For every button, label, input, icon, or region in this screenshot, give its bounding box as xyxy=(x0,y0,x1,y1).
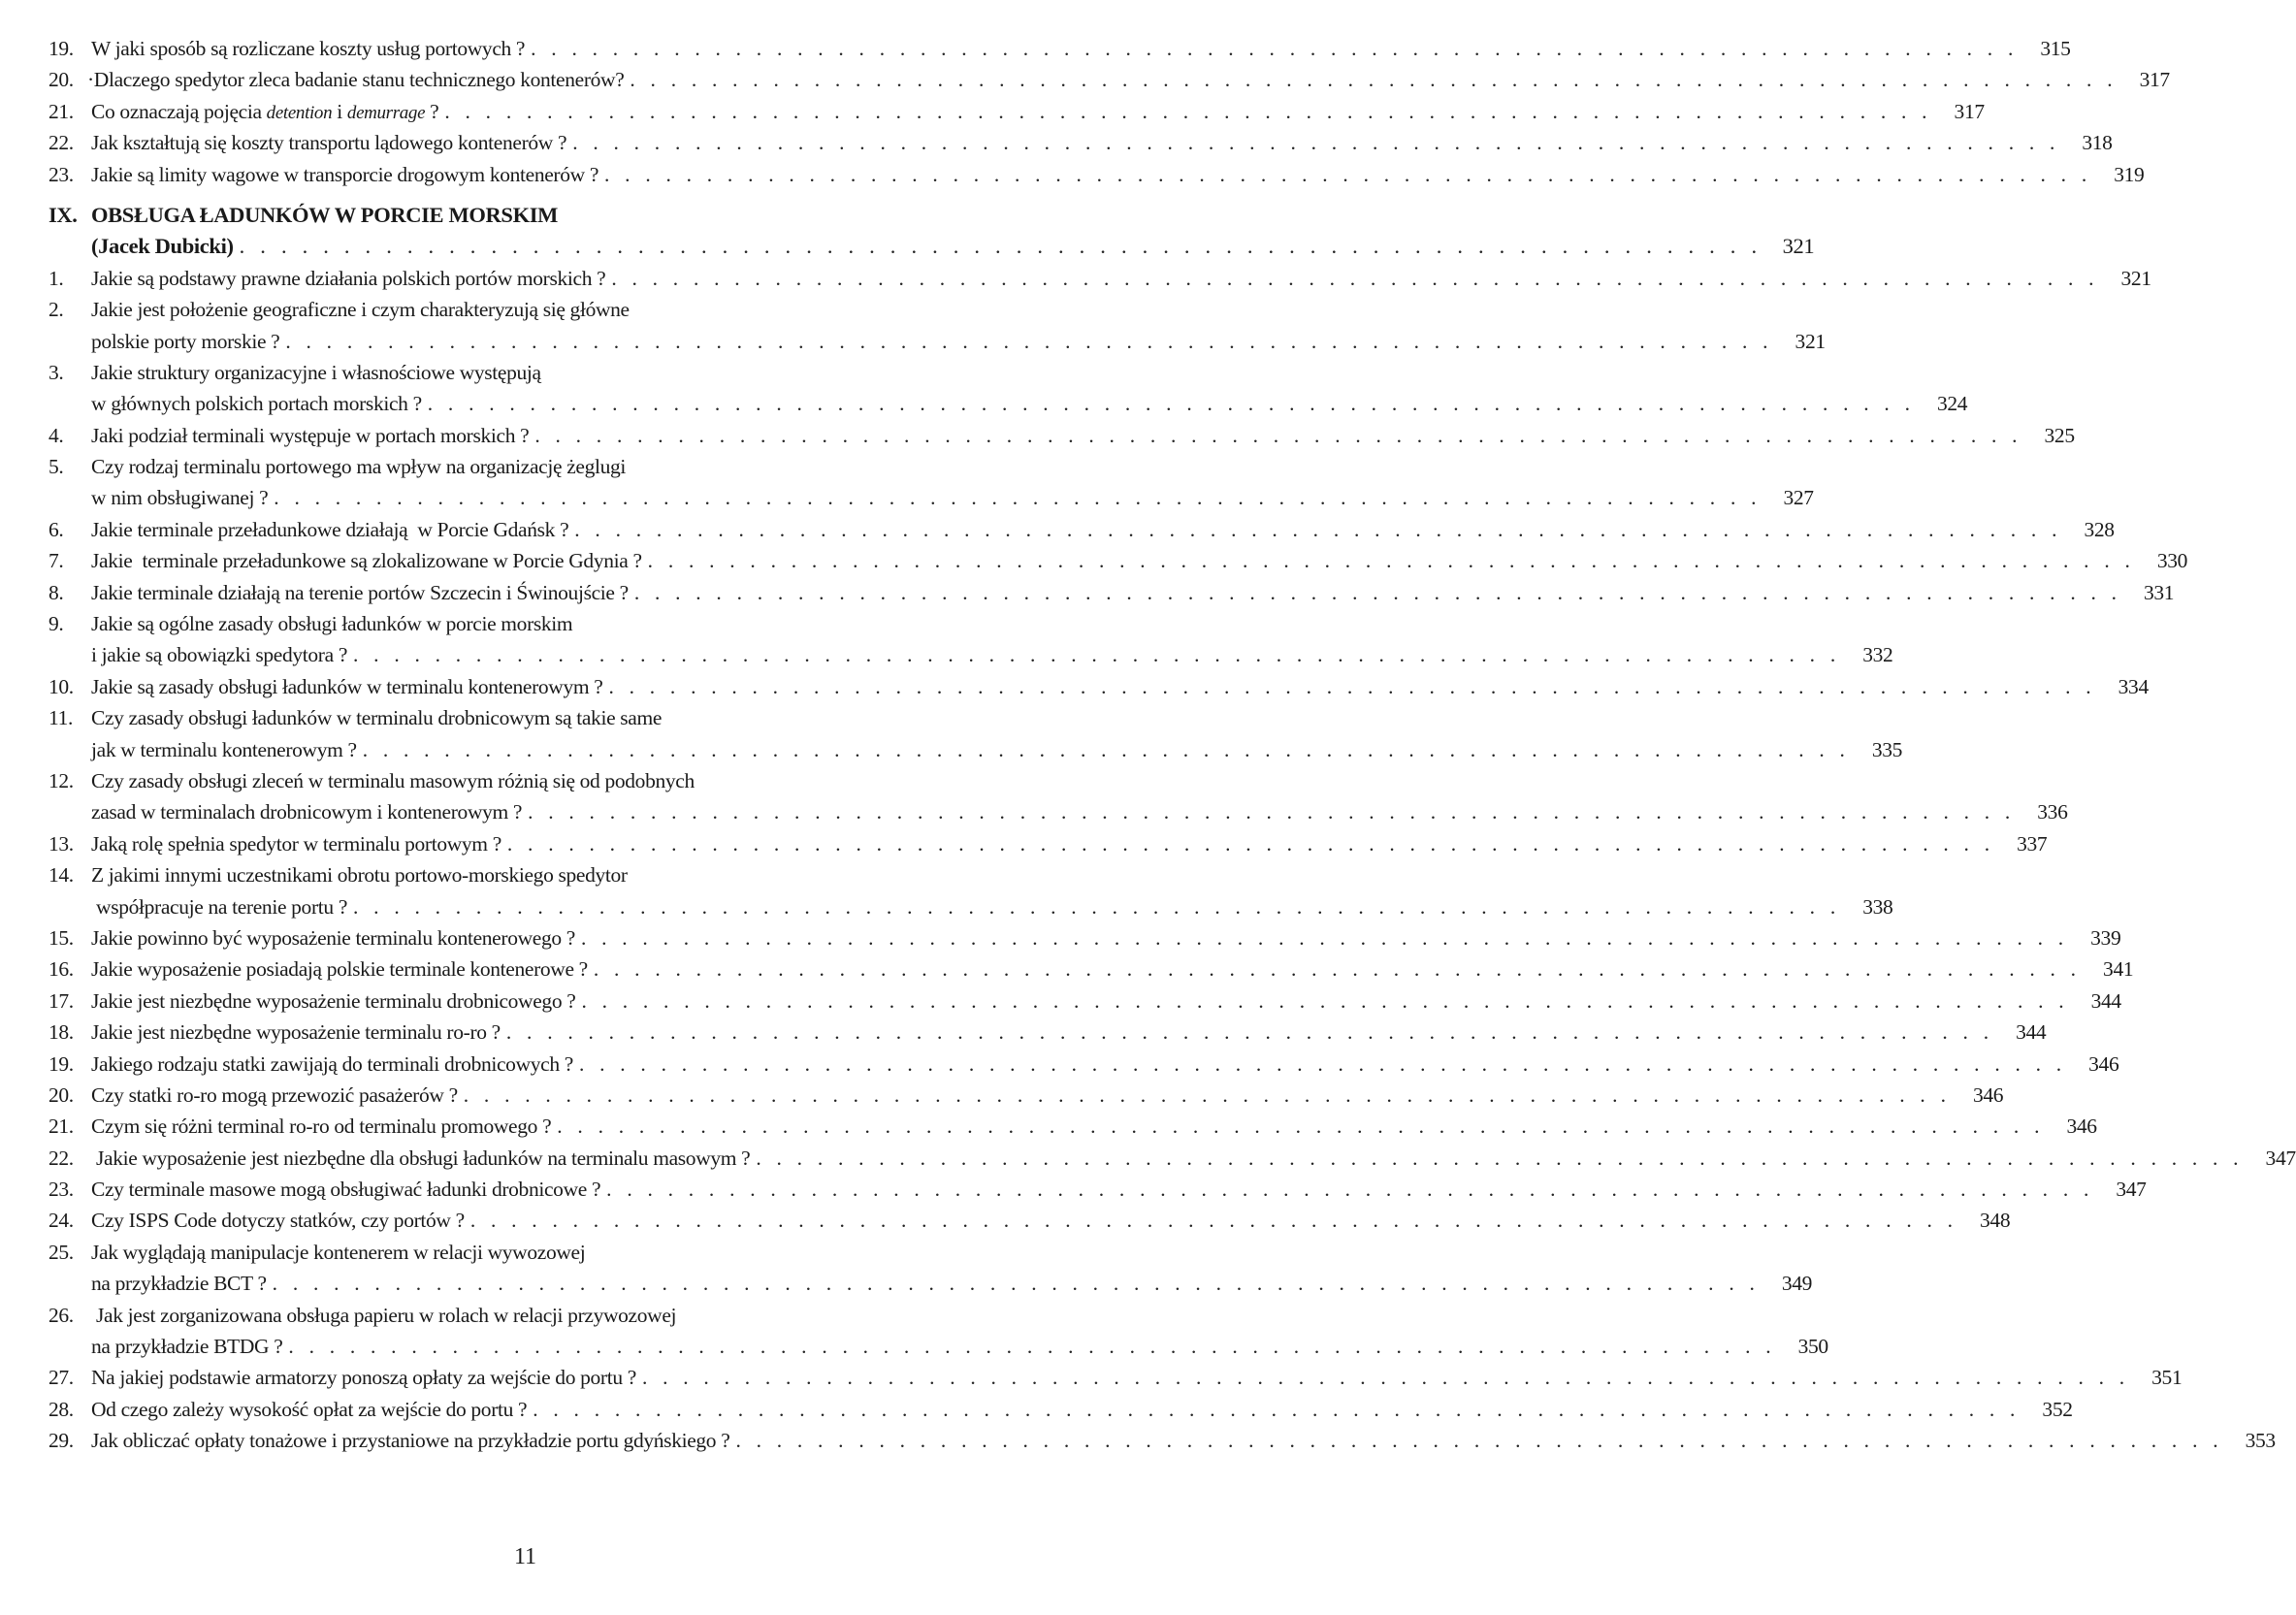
page-number: 325 xyxy=(2044,423,2075,447)
toc-entry[interactable] xyxy=(49,96,1985,127)
title-part: ? xyxy=(425,99,439,123)
entry-title: Jakie terminale działają na terenie portów Szczecin i Świnoujście ? xyxy=(91,580,629,604)
page-number: 315 xyxy=(2040,37,2071,60)
entry-number: 29. xyxy=(49,1429,74,1453)
dot-leader: . . . . . . . . . . . . . . . . . . . . . . . . . . . . . . . . . . . . . . . . . . . . . . . . . . . . . . . . . . . . . . . . . . . . . . . . . xyxy=(463,1082,1952,1107)
toc-entry-line xyxy=(49,891,1893,922)
page-number: 352 xyxy=(2042,1397,2073,1421)
entry-title: Jaki podział terminali występuje w portach morskich ? xyxy=(91,423,530,447)
toc-entry-line xyxy=(49,1111,2097,1142)
entry-number: 20. xyxy=(49,68,74,92)
toc-entry[interactable] xyxy=(49,1362,2183,1393)
entry-number: 26. xyxy=(49,1303,74,1327)
toc-entry[interactable] xyxy=(49,577,2175,608)
toc-entry[interactable] xyxy=(49,859,1893,922)
entry-number: 11. xyxy=(49,706,74,730)
entry-number: 22. xyxy=(49,1146,74,1170)
toc-entry-line xyxy=(49,608,1004,639)
entry-title: Jakie są limity wagowe w transporcie drogowym kontenerów ? xyxy=(91,162,599,186)
entry-number: 9. xyxy=(49,612,64,636)
dot-leader: . . . . . . . . . . . . . . . . . . . . . . . . . . . . . . . . . . . . . . . . . . . . . . . . . . . . . . . . . . . . . . . . . . . . . . . . . xyxy=(604,162,2092,186)
toc-entry-line xyxy=(49,357,1004,388)
dot-leader: . . . . . . . . . . . . . . . . . . . . . . . . . . . . . . . . . . . . . . . . . . . . . . . . . . . . . . . . . . . . . . . . . . . . . . . . . xyxy=(505,1020,1994,1045)
toc-entry[interactable] xyxy=(49,922,2121,953)
entry-number: 4. xyxy=(49,423,64,447)
toc-entry-line xyxy=(49,1394,2073,1425)
toc-entry[interactable] xyxy=(49,1237,1813,1300)
entry-title: polskie porty morskie ? xyxy=(91,329,280,353)
toc-entry-line xyxy=(49,922,2121,953)
toc-entry[interactable] xyxy=(49,1205,2011,1236)
entry-title: Od czego zależy wysokość opłat za wejście do portu ? xyxy=(91,1397,528,1421)
toc-entry[interactable] xyxy=(49,545,2188,576)
dot-leader: . . . . . . . . . . . . . . . . . . . . . . . . . . . . . . . . . . . . . . . . . . . . . . . . . . . . . . . . . . . . . . . . . . . . . . . . . xyxy=(606,1178,2094,1202)
dot-leader: . . . . . . . . . . . . . . . . . . . . . . . . . . . . . . . . . . . . . . . . . . . . . . . . . . . . . . . . . . . . . . . . . . . . . . . . . xyxy=(506,831,1995,856)
entry-title: i jakie są obowiązki spedytora ? xyxy=(91,643,348,667)
dot-leader: . . . . . . . . . . . . . . . . . . . . . . . . . . . . . . . . . . . . . . . . . . . . . . . . . . . . . . . . . . . . . . . . . . . . . . . . . xyxy=(630,68,2118,92)
entry-number: 23. xyxy=(49,162,74,186)
entry-number: 25. xyxy=(49,1240,74,1264)
entry-title: Jakie są ogólne zasady obsługi ładunków w porcie morskim xyxy=(91,612,573,636)
entry-number: 21. xyxy=(49,1114,74,1139)
page-number: 338 xyxy=(1862,894,1893,919)
toc-entry[interactable] xyxy=(49,1425,2276,1456)
dot-leader: . . . . . . . . . . . . . . . . . . . . . . . . . . . . . . . . . . . . . . . . . . . . . . . . . . . . . . . . . . . . . . . . . . . . . . . . . xyxy=(362,737,1851,761)
entry-title: Jak jest zorganizowana obsługa papieru w rolach w relacji przywozowej xyxy=(91,1303,677,1327)
page-number: 346 xyxy=(1972,1082,2004,1107)
entry-number: 17. xyxy=(49,988,74,1013)
toc-entry-line xyxy=(49,326,1826,357)
entry-title: Z jakimi innymi uczestnikami obrotu portowo-morskiego spedytor xyxy=(91,863,628,888)
entry-title: zasad w terminalach drobnicowym i kontenerowym ? xyxy=(91,800,523,824)
italic-term: detention xyxy=(266,102,333,123)
page-number: 334 xyxy=(2118,674,2149,698)
chapter-title: OBSŁUGA ŁADUNKÓW W PORCIE MORSKIM xyxy=(91,202,559,227)
chapter-heading[interactable] xyxy=(49,200,1815,263)
page-number: 348 xyxy=(1980,1209,2011,1233)
dot-leader: . . . . . . . . . . . . . . . . . . . . . . . . . . . . . . . . . . . . . . . . . . . . . . . . . . . . . . . . . . . . . . . . . . . . . . . . . xyxy=(580,925,2069,950)
toc-entry-line xyxy=(49,263,2151,294)
entry-title: w nim obsługiwanej ? xyxy=(91,486,269,510)
toc-entry[interactable] xyxy=(49,828,2048,859)
toc-entry-line xyxy=(49,294,1004,325)
dot-leader: . . . . . . . . . . . . . . . . . . . . . . . . . . . . . . . . . . . . . . . . . . . . . . . . . . . . . . . . . . . . . . . . . . . . . . . . . xyxy=(572,131,2060,155)
page-number: 346 xyxy=(2066,1114,2097,1139)
entry-title: Jak kształtują się koszty transportu lądowego kontenerów ? xyxy=(91,131,567,155)
toc-entry[interactable] xyxy=(49,1300,1828,1363)
toc-entry-line xyxy=(49,1300,1004,1331)
dot-leader: . . . . . . . . . . . . . . . . . . . . . . . . . . . . . . . . . . . . . . . . . . . . . . . . . . . . . . . . . . . . . . . . . . . . . . . . . xyxy=(557,1114,2045,1139)
toc-entry[interactable] xyxy=(49,608,1893,671)
entry-title: Jak obliczać opłaty tonażowe i przystaniowe na przykładzie portu gdyńskiego ? xyxy=(91,1429,730,1453)
entry-title: Jakie struktury organizacyjne i własnościowe występują xyxy=(91,360,541,384)
entry-title: Jakiego rodzaju statki zawijają do terminali drobnicowych ? xyxy=(91,1051,573,1076)
section-spacer xyxy=(49,190,1004,200)
entry-title: Jakie terminale przeładunkowe działają w Porcie Gdańsk ? xyxy=(91,517,569,541)
toc-entry-line xyxy=(49,671,2149,702)
entry-number: 14. xyxy=(49,863,74,888)
entry-title: współpracuje na terenie portu ? xyxy=(91,894,348,919)
toc-entry-line xyxy=(49,702,1004,733)
entry-title: Jakie wyposażenie posiadają polskie terminale kontenerowe ? xyxy=(91,957,588,982)
entry-number: 18. xyxy=(49,1020,74,1045)
entry-title: Jakie jest niezbędne wyposażenie terminalu drobnicowego ? xyxy=(91,988,576,1013)
entry-title: Jakie jest niezbędne wyposażenie terminalu ro-ro ? xyxy=(91,1020,501,1045)
toc-entry-line xyxy=(49,451,1004,482)
entry-title: Czy zasady obsługi ładunków w terminalu drobnicowym są takie same xyxy=(91,706,663,730)
toc-entry[interactable] xyxy=(49,514,2115,545)
toc-entry[interactable] xyxy=(49,1017,2047,1048)
toc-entry-line xyxy=(49,514,2115,545)
entry-title: Czy terminale masowe mogą obsługiwać ładunki drobnicowe ? xyxy=(91,1178,601,1202)
toc-entry-line xyxy=(49,420,2075,451)
dot-leader: . . . . . . . . . . . . . . . . . . . . . . . . . . . . . . . . . . . . . . . . . . . . . . . . . . . . . . . . . . . . . . . . . . . . . . . . . xyxy=(531,37,2019,60)
entry-title: Na jakiej podstawie armatorzy ponoszą opłaty za wejście do portu ? xyxy=(91,1366,636,1390)
chapter-author-line xyxy=(49,231,1815,262)
entry-number: 2. xyxy=(49,298,64,322)
entry-number: 16. xyxy=(49,957,74,982)
dot-leader: . . . . . . . . . . . . . . . . . . . . . . . . . . . . . . . . . . . . . . . . . . . . . . . . . . . . . . . . . . . . . . . . . . . . . . . . . xyxy=(288,1335,1776,1359)
entry-number: 13. xyxy=(49,831,74,856)
dot-leader: . . . . . . . . . . . . . . . . . . . . . . . . . . . . . . . . . . . . . . . . . . . . . . . . . . . . . . . . . . . . . . . . . . . . . . . . . xyxy=(608,674,2096,698)
entry-number: 3. xyxy=(49,360,64,384)
toc-entry-line xyxy=(49,828,2048,859)
entry-number: 19. xyxy=(49,37,74,60)
dot-leader: . . . . . . . . . . . . . . . . . . . . . . . . . . . . . . . . . . . . . . . . . . . . . . . . . . . . . . . . . . . . . . . . . . . . . . . . . xyxy=(353,643,1841,667)
toc-entry-line xyxy=(49,1268,1813,1299)
toc-entry-line xyxy=(49,388,1968,419)
entry-title: Jaką rolę spełnia spedytor w terminalu portowym ? xyxy=(91,831,501,856)
dot-leader: . . . . . . . . . . . . . . . . . . . . . . . . . . . . . . . . . . . . . . . . . . . . . . . . . . . . . . . . . . . . . . . . . . . . . . . . . xyxy=(735,1429,2223,1453)
entry-title: ·Dlaczego spedytor zleca badanie stanu technicznego kontenerów? xyxy=(87,68,625,92)
toc-entry-line xyxy=(49,1174,2147,1205)
chapter-number: IX. xyxy=(49,202,78,227)
entry-title xyxy=(91,96,444,129)
toc-entry-line xyxy=(49,1205,2011,1236)
entry-title: Czym się różni terminal ro-ro od terminalu promowego ? xyxy=(91,1114,552,1139)
dot-leader: . . . . . . . . . . . . . . . . . . . . . . . . . . . . . . . . . . . . . . . . . . . . . . . . . . . . . . . . . . . . . . . . . . . . . . . . . xyxy=(239,234,1762,259)
entry-title: Jakie jest położenie geograficzne i czym charakteryzują się główne xyxy=(91,298,630,322)
toc-entry-line xyxy=(49,734,1903,765)
page-number: 327 xyxy=(1783,486,1814,510)
page-number: 318 xyxy=(2082,131,2113,155)
toc-entry[interactable] xyxy=(49,1143,2296,1174)
toc-entry-line xyxy=(49,1049,2119,1080)
table-of-contents xyxy=(49,33,2296,1457)
entry-number: 8. xyxy=(49,580,64,604)
entry-number: 20. xyxy=(49,1082,74,1107)
toc-entry[interactable] xyxy=(49,1111,2097,1142)
dot-leader: . . . . . . . . . . . . . . . . . . . . . . . . . . . . . . . . . . . . . . . . . . . . . . . . . . . . . . . . . . . . . . . . . . . . . . . . . xyxy=(756,1146,2244,1170)
page-folio: 11 xyxy=(513,1544,537,1569)
entry-number: 21. xyxy=(49,99,74,123)
dot-leader: . . . . . . . . . . . . . . . . . . . . . . . . . . . . . . . . . . . . . . . . . . . . . . . . . . . . . . . . . . . . . . . . . . . . . . . . . xyxy=(444,99,1932,123)
dot-leader: . . . . . . . . . . . . . . . . . . . . . . . . . . . . . . . . . . . . . . . . . . . . . . . . . . . . . . . . . . . . . . . . . . . . . . . . . xyxy=(285,329,1773,353)
dot-leader: . . . . . . . . . . . . . . . . . . . . . . . . . . . . . . . . . . . . . . . . . . . . . . . . . . . . . . . . . . . . . . . . . . . . . . . . . xyxy=(641,1366,2130,1390)
toc-entry-line xyxy=(49,1080,2004,1111)
page-number: 353 xyxy=(2245,1429,2276,1453)
toc-entry[interactable] xyxy=(49,127,2113,158)
dot-leader: . . . . . . . . . . . . . . . . . . . . . . . . . . . . . . . . . . . . . . . . . . . . . . . . . . . . . . . . . . . . . . . . . . . . . . . . . xyxy=(647,549,2136,573)
entry-number: 23. xyxy=(49,1178,74,1202)
page-number: 351 xyxy=(2151,1366,2183,1390)
toc-entry-line xyxy=(49,1362,2183,1393)
page-number: 344 xyxy=(2090,988,2121,1013)
toc-entry[interactable] xyxy=(49,451,1814,514)
dot-leader: . . . . . . . . . . . . . . . . . . . . . . . . . . . . . . . . . . . . . . . . . . . . . . . . . . . . . . . . . . . . . . . . . . . . . . . . . xyxy=(578,1051,2067,1076)
page-number: 347 xyxy=(2116,1178,2147,1202)
page-number: 321 xyxy=(2120,266,2151,290)
dot-leader: . . . . . . . . . . . . . . . . . . . . . . . . . . . . . . . . . . . . . . . . . . . . . . . . . . . . . . . . . . . . . . . . . . . . . . . . . xyxy=(528,800,2016,824)
italic-term: demurrage xyxy=(346,102,426,123)
entry-number: 22. xyxy=(49,131,74,155)
page-number: 317 xyxy=(1954,99,1985,123)
page-number: 319 xyxy=(2114,162,2145,186)
dot-leader: . . . . . . . . . . . . . . . . . . . . . . . . . . . . . . . . . . . . . . . . . . . . . . . . . . . . . . . . . . . . . . . . . . . . . . . . . xyxy=(633,580,2122,604)
dot-leader: . . . . . . . . . . . . . . . . . . . . . . . . . . . . . . . . . . . . . . . . . . . . . . . . . . . . . . . . . . . . . . . . . . . . . . . . . xyxy=(469,1209,1958,1233)
toc-entry[interactable] xyxy=(49,985,2121,1017)
entry-number: 19. xyxy=(49,1051,74,1076)
toc-entry-line xyxy=(49,1331,1828,1362)
entry-title: Jakie są podstawy prawne działania polskich portów morskich ? xyxy=(91,266,606,290)
dot-leader: . . . . . . . . . . . . . . . . . . . . . . . . . . . . . . . . . . . . . . . . . . . . . . . . . . . . . . . . . . . . . . . . . . . . . . . . . xyxy=(593,957,2082,982)
page-number: 332 xyxy=(1862,643,1893,667)
chapter-title-line xyxy=(49,200,1004,231)
chapter-entries xyxy=(49,263,2296,1457)
entry-title: Czy ISPS Code dotyczy statków, czy portów ? xyxy=(91,1209,465,1233)
page-number: 328 xyxy=(2084,517,2115,541)
toc-entry[interactable] xyxy=(49,159,2145,190)
toc-entry[interactable] xyxy=(49,702,1903,765)
toc-entry[interactable] xyxy=(49,1080,2004,1111)
toc-entry-line xyxy=(49,796,2068,827)
toc-entry[interactable] xyxy=(49,1049,2119,1080)
toc-entry[interactable] xyxy=(49,1394,2073,1425)
page-number: 321 xyxy=(1782,234,1815,259)
page-number: 337 xyxy=(2017,831,2048,856)
toc-entry[interactable] xyxy=(49,263,2151,294)
toc-entry[interactable] xyxy=(49,420,2075,451)
entry-number: 28. xyxy=(49,1397,74,1421)
toc-entry-line xyxy=(49,1017,2047,1048)
toc-entry-line xyxy=(49,1425,2276,1456)
toc-entry-line xyxy=(49,545,2188,576)
dot-leader: . . . . . . . . . . . . . . . . . . . . . . . . . . . . . . . . . . . . . . . . . . . . . . . . . . . . . . . . . . . . . . . . . . . . . . . . . xyxy=(533,1397,2021,1421)
dot-leader: . . . . . . . . . . . . . . . . . . . . . . . . . . . . . . . . . . . . . . . . . . . . . . . . . . . . . . . . . . . . . . . . . . . . . . . . . xyxy=(574,517,2062,541)
entry-title: na przykładzie BTDG ? xyxy=(91,1335,283,1359)
entry-title: Czy rodzaj terminalu portowego ma wpływ na organizację żeglugi xyxy=(91,455,627,479)
entry-title: Czy statki ro-ro mogą przewozić pasażerów ? xyxy=(91,1082,458,1107)
page-number: 346 xyxy=(2088,1051,2119,1076)
dot-leader: . . . . . . . . . . . . . . . . . . . . . . . . . . . . . . . . . . . . . . . . . . . . . . . . . . . . . . . . . . . . . . . . . . . . . . . . . xyxy=(534,423,2022,447)
entry-title: jak w terminalu kontenerowym ? xyxy=(91,737,357,761)
entry-number: 6. xyxy=(49,517,64,541)
entry-number: 7. xyxy=(49,549,64,573)
entry-title: Jakie są zasady obsługi ładunków w terminalu kontenerowym ? xyxy=(91,674,603,698)
dot-leader: . . . . . . . . . . . . . . . . . . . . . . . . . . . . . . . . . . . . . . . . . . . . . . . . . . . . . . . . . . . . . . . . . . . . . . . . . xyxy=(611,266,2099,290)
entry-number: 1. xyxy=(49,266,64,290)
entry-title: na przykładzie BCT ? xyxy=(91,1272,267,1296)
toc-entry-line xyxy=(49,577,2175,608)
toc-entry-line xyxy=(49,985,2121,1017)
toc-entry-line xyxy=(49,482,1814,513)
toc-entry[interactable] xyxy=(49,64,2170,95)
toc-entry-line xyxy=(49,1237,1004,1268)
toc-entry[interactable] xyxy=(49,1174,2147,1205)
entry-number: 27. xyxy=(49,1366,74,1390)
entry-title: w głównych polskich portach morskich ? xyxy=(91,392,422,416)
page-number: 344 xyxy=(2016,1020,2047,1045)
toc-entry[interactable] xyxy=(49,33,2071,64)
page-number: 339 xyxy=(2090,925,2121,950)
page-number: 317 xyxy=(2139,68,2170,92)
entry-number: 24. xyxy=(49,1209,74,1233)
page-number: 331 xyxy=(2144,580,2175,604)
page-number: 350 xyxy=(1797,1335,1828,1359)
entry-number: 10. xyxy=(49,674,74,698)
toc-entry-line xyxy=(49,953,2134,985)
toc-entry-line xyxy=(49,1143,2296,1174)
dot-leader: . . . . . . . . . . . . . . . . . . . . . . . . . . . . . . . . . . . . . . . . . . . . . . . . . . . . . . . . . . . . . . . . . . . . . . . . . xyxy=(274,486,1762,510)
page-number: 341 xyxy=(2103,957,2134,982)
page-number: 335 xyxy=(1871,737,1903,761)
toc-entry-line xyxy=(49,859,1004,890)
entry-number: 5. xyxy=(49,455,64,479)
entry-title: Jakie powinno być wyposażenie terminalu kontenerowego ? xyxy=(91,925,575,950)
toc-entry[interactable] xyxy=(49,953,2134,985)
dot-leader: . . . . . . . . . . . . . . . . . . . . . . . . . . . . . . . . . . . . . . . . . . . . . . . . . . . . . . . . . . . . . . . . . . . . . . . . . xyxy=(353,894,1841,919)
toc-entry[interactable] xyxy=(49,765,2068,828)
title-part: Co oznaczają pojęcia xyxy=(91,99,267,123)
page-number: 324 xyxy=(1936,392,1968,416)
dot-leader: . . . . . . . . . . . . . . . . . . . . . . . . . . . . . . . . . . . . . . . . . . . . . . . . . . . . . . . . . . . . . . . . . . . . . . . . . xyxy=(581,988,2069,1013)
toc-entry-line xyxy=(49,765,1004,796)
entry-title: Jakie terminale przeładunkowe są zlokalizowane w Porcie Gdynia ? xyxy=(91,549,642,573)
entry-title: Jak wyglądają manipulacje kontenerem w relacji wywozowej xyxy=(91,1240,586,1264)
page-number: 336 xyxy=(2037,800,2068,824)
dot-leader: . . . . . . . . . . . . . . . . . . . . . . . . . . . . . . . . . . . . . . . . . . . . . . . . . . . . . . . . . . . . . . . . . . . . . . . . . xyxy=(427,392,1916,416)
entry-title: W jaki sposób są rozliczane koszty usług portowych ? xyxy=(91,37,526,60)
toc-entry[interactable] xyxy=(49,294,1826,357)
page-number: 330 xyxy=(2156,549,2188,573)
entry-number: 12. xyxy=(49,768,74,792)
toc-entry[interactable] xyxy=(49,671,2149,702)
page-number: 349 xyxy=(1781,1272,1813,1296)
entry-number: 15. xyxy=(49,925,74,950)
title-part: i xyxy=(332,99,347,123)
chapter-author: (Jacek Dubicki) xyxy=(91,234,234,259)
entry-title: Jakie wyposażenie jest niezbędne dla obsługi ładunków na terminalu masowym ? xyxy=(91,1146,751,1170)
page-number: 321 xyxy=(1795,329,1826,353)
page-number: 347 xyxy=(2265,1146,2296,1170)
dot-leader: . . . . . . . . . . . . . . . . . . . . . . . . . . . . . . . . . . . . . . . . . . . . . . . . . . . . . . . . . . . . . . . . . . . . . . . . . xyxy=(272,1272,1761,1296)
entry-title: Czy zasady obsługi zleceń w terminalu masowym różnią się od podobnych xyxy=(91,768,695,792)
toc-entry-line xyxy=(49,639,1893,670)
toc-entry[interactable] xyxy=(49,357,1968,420)
